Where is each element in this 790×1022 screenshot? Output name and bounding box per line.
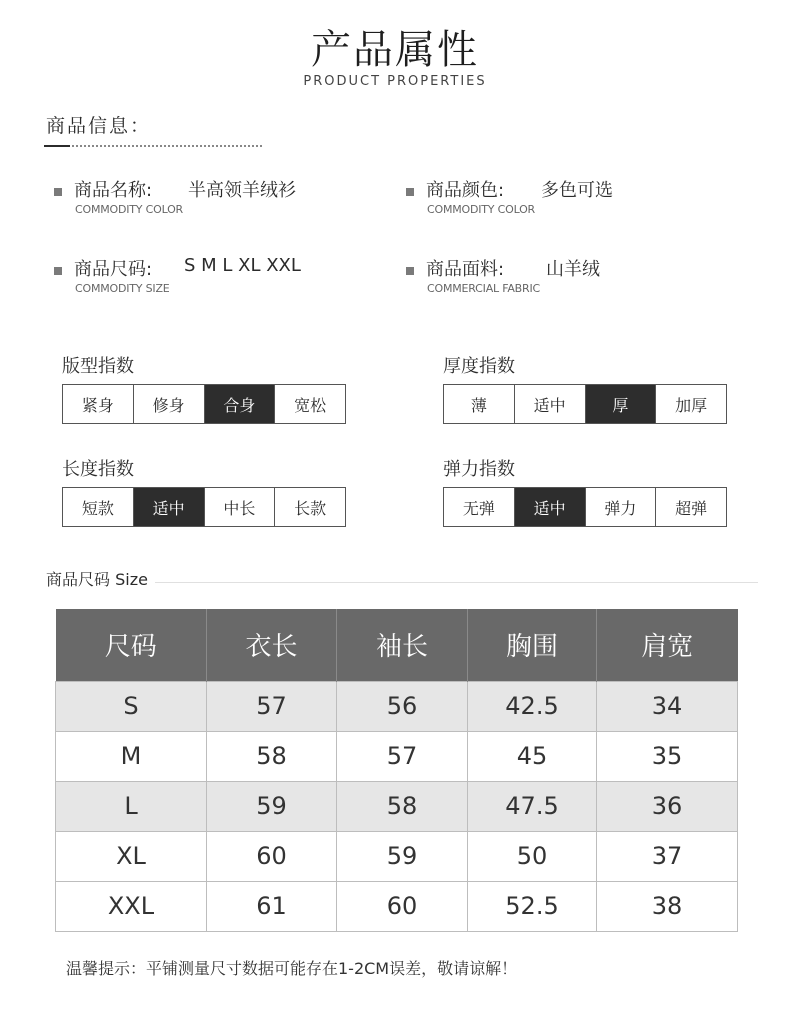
- table-row: [56, 731, 738, 781]
- table-cell: 47.5: [468, 781, 597, 831]
- elasticity-option[interactable]: 无弹: [444, 488, 515, 526]
- elasticity-index-title: 弹力指数: [443, 459, 515, 480]
- attr-label: 商品尺码:: [74, 259, 153, 280]
- table-cell: 35: [597, 731, 738, 781]
- length-index-title: 长度指数: [62, 459, 134, 480]
- thickness-index-title: 厚度指数: [443, 356, 515, 377]
- measurement-note: 温馨提示：平铺测量尺寸数据可能存在1-2CM误差，敬请谅解！: [66, 959, 518, 978]
- square-bullet-icon: [406, 188, 414, 196]
- attr-label: 商品名称:: [74, 180, 153, 201]
- table-cell: 60: [337, 881, 468, 931]
- elasticity-option[interactable]: 超弹: [675, 498, 708, 518]
- table-cell: 34: [597, 681, 738, 731]
- table-cell: 56: [337, 681, 468, 731]
- info-heading: 商品信息：: [46, 115, 152, 137]
- table-cell: S: [56, 681, 207, 731]
- thickness-option[interactable]: 厚: [586, 385, 657, 423]
- table-cell: 57: [207, 681, 337, 731]
- table-cell: XXL: [56, 881, 207, 931]
- table-row: [56, 831, 738, 881]
- column-header: 胸围: [468, 609, 597, 681]
- table-cell: L: [56, 781, 207, 831]
- square-bullet-icon: [54, 267, 62, 275]
- fit-index-title: 版型指数: [62, 356, 134, 377]
- length-option[interactable]: 短款: [63, 488, 134, 526]
- attr-sublabel: COMMODITY SIZE: [75, 282, 170, 295]
- table-cell: 58: [337, 781, 468, 831]
- table-cell: 45: [468, 731, 597, 781]
- table-header-row: [56, 609, 738, 681]
- thickness-option[interactable]: 薄: [444, 385, 515, 423]
- fit-index-selector: [62, 384, 346, 424]
- attr-value: 半高领羊绒衫: [188, 180, 296, 201]
- square-bullet-icon: [54, 188, 62, 196]
- thickness-index-selector: [443, 384, 727, 424]
- table-cell: M: [56, 731, 207, 781]
- table-cell: 36: [597, 781, 738, 831]
- attr-value: 多色可选: [541, 180, 613, 201]
- length-option[interactable]: 中长: [205, 488, 276, 526]
- column-header: 衣长: [207, 609, 337, 681]
- info-divider-dotted: [72, 145, 262, 147]
- table-row: [56, 681, 738, 731]
- page-subtitle: PRODUCT PROPERTIES: [303, 74, 487, 89]
- thickness-option[interactable]: 适中: [515, 385, 586, 423]
- attr-sublabel: COMMERCIAL FABRIC: [427, 282, 540, 295]
- length-index-selector: [62, 487, 346, 527]
- page-title: 产品属性: [311, 27, 479, 73]
- length-option[interactable]: 适中: [134, 488, 205, 526]
- table-cell: 50: [468, 831, 597, 881]
- attr-label: 商品颜色:: [426, 180, 505, 201]
- size-divider: [155, 582, 758, 583]
- elasticity-option[interactable]: 适中: [515, 488, 586, 526]
- table-cell: 38: [597, 881, 738, 931]
- length-option[interactable]: 长款: [294, 498, 327, 518]
- table-cell: 52.5: [468, 881, 597, 931]
- size-heading: 商品尺码 Size: [46, 570, 148, 589]
- fit-option[interactable]: 紧身: [63, 385, 134, 423]
- elasticity-index-selector: [443, 487, 727, 527]
- attr-label: 商品面料:: [426, 259, 505, 280]
- column-header: 尺码: [56, 609, 207, 681]
- attr-sublabel: COMMODITY COLOR: [427, 203, 536, 216]
- elasticity-option[interactable]: 弹力: [586, 488, 657, 526]
- fit-option[interactable]: 合身: [205, 385, 276, 423]
- attr-sublabel: COMMODITY COLOR: [75, 203, 184, 216]
- table-cell: 58: [207, 731, 337, 781]
- thickness-option[interactable]: 加厚: [675, 395, 708, 415]
- square-bullet-icon: [406, 267, 414, 275]
- size-table: [55, 609, 738, 932]
- table-cell: 59: [337, 831, 468, 881]
- attr-value: S M L XL XXL: [184, 255, 301, 276]
- fit-option[interactable]: 修身: [134, 385, 205, 423]
- table-cell: 61: [207, 881, 337, 931]
- table-cell: 37: [597, 831, 738, 881]
- table-cell: 57: [337, 731, 468, 781]
- table-cell: XL: [56, 831, 207, 881]
- table-row: [56, 781, 738, 831]
- table-cell: 60: [207, 831, 337, 881]
- column-header: 袖长: [337, 609, 468, 681]
- column-header: 肩宽: [597, 609, 738, 681]
- table-cell: 42.5: [468, 681, 597, 731]
- fit-option[interactable]: 宽松: [294, 395, 327, 415]
- table-row: [56, 881, 738, 931]
- attr-value: 山羊绒: [546, 259, 600, 280]
- info-divider-solid: [44, 145, 70, 147]
- table-cell: 59: [207, 781, 337, 831]
